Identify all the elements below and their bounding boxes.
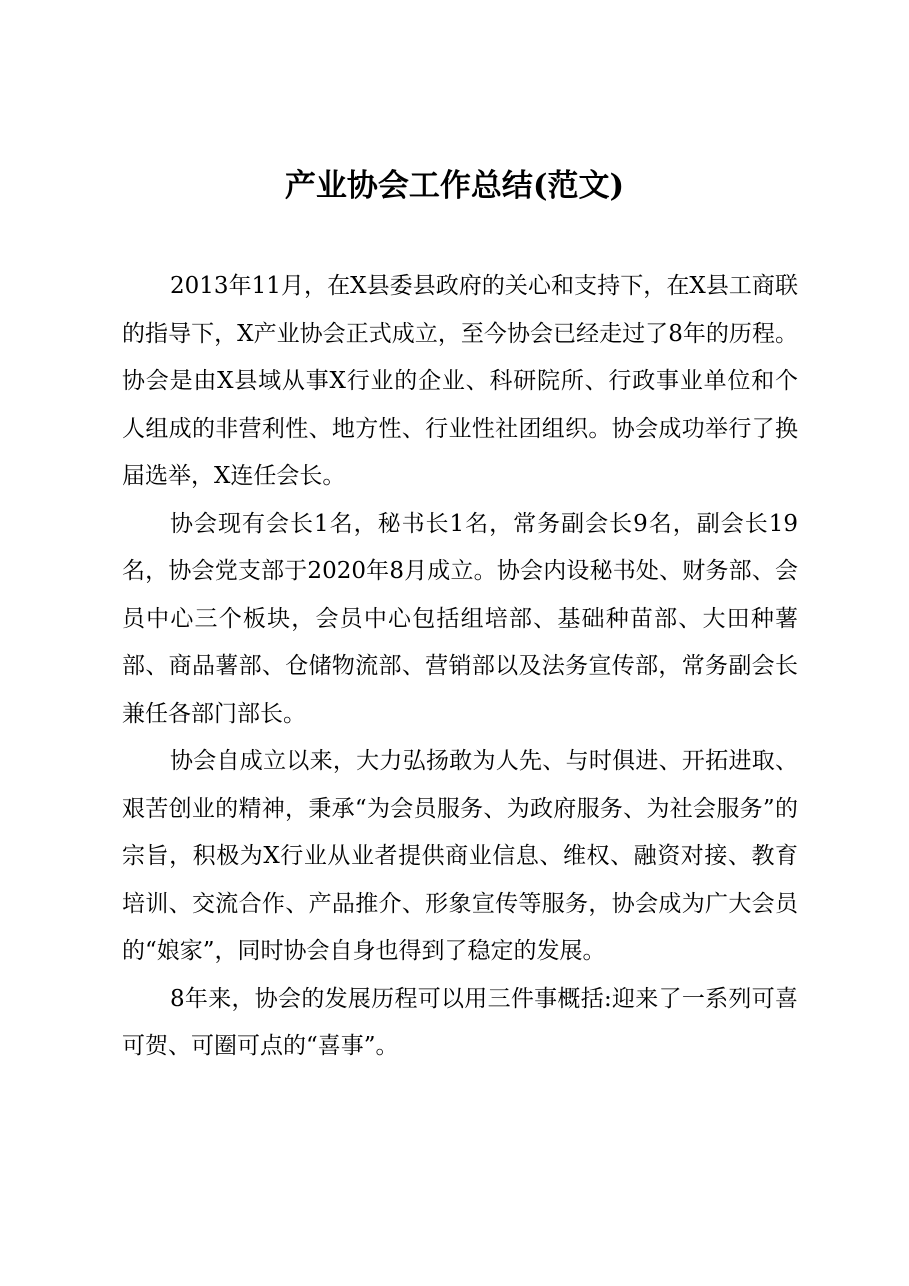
paragraph-history: 8年来，协会的发展历程可以用三件事概括:迎来了一系列可喜可贺、可圈可点的“喜事”。 xyxy=(122,985,798,1059)
paragraph-structure: 协会现有会长1名，秘书长1名，常务副会长9名，副会长19名，协会党支部于2020年8月成立。协会内设秘书处、财务部、会员中心三个板块，会员中心包括组培部、基础种苗部、大田种薯部、商品薯部、仓储物流部、营销部以及法务宣传部，常务副会长兼任各部门部长。 xyxy=(122,510,798,727)
document-title: 产业协会工作总结(范文) xyxy=(284,168,625,204)
paragraph-mission: 协会自成立以来，大力弘扬敢为人先、与时俱进、开拓进取、艰苦创业的精神，秉承“为会员服务、为政府服务、为社会服务”的宗旨，积极为X行业从业者提供商业信息、维权、融资对接、教育培训、交流合作、产品推介、形象宣传等服务，协会成为广大会员的“娘家”，同时协会自身也得到了稳定的发展。 xyxy=(122,748,798,964)
paragraph-founding: 2013年11月，在X县委县政府的关心和支持下，在X县工商联的指导下，X产业协会正式成立，至今协会已经走过了8年的历程。协会是由X县域从事X行业的企业、科研院所、行政事业单位和个人组成的非营利性、地方性、行业性社团组织。协会成功举行了换届选举，X连任会长。 xyxy=(122,273,798,489)
document-body xyxy=(122,263,798,1071)
